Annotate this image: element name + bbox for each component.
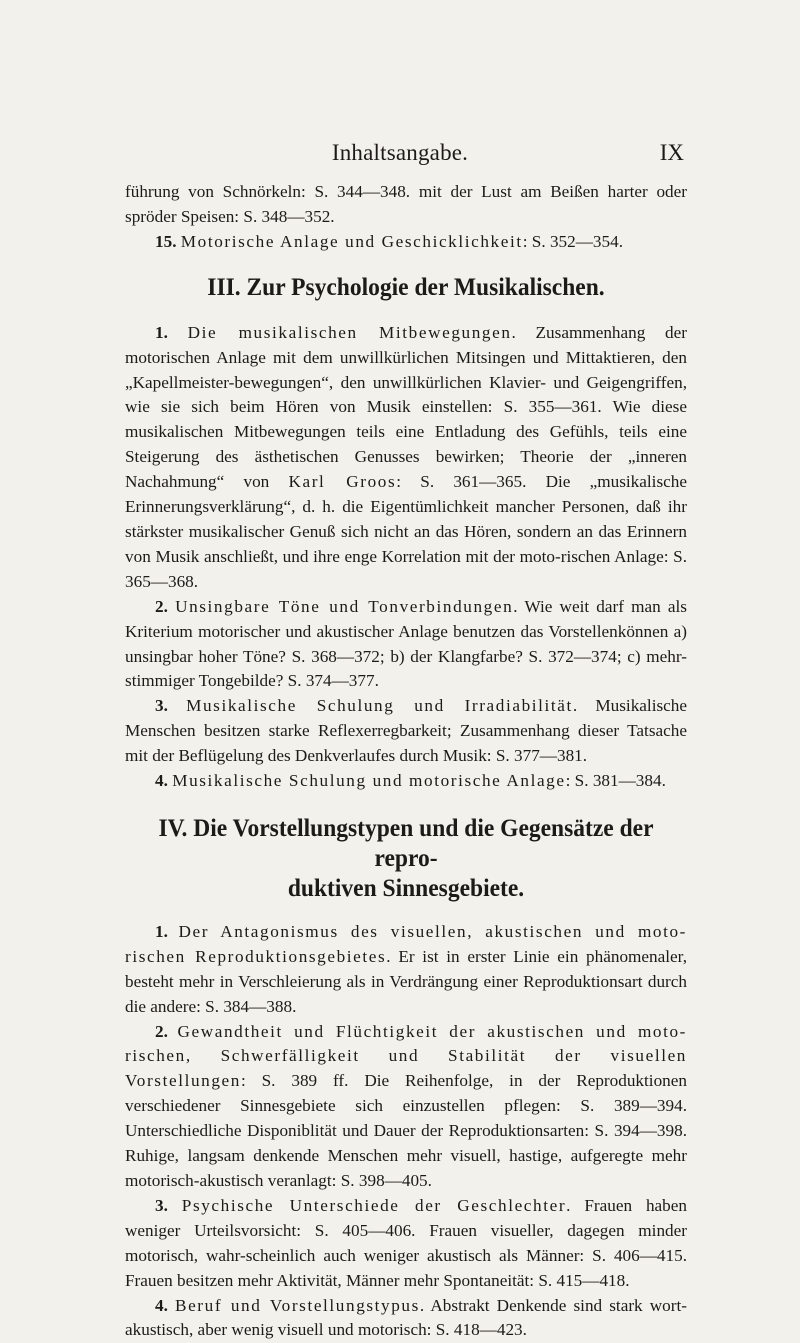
entry-title: Die musikalischen Mitbewegungen xyxy=(187,322,512,342)
running-head xyxy=(0,140,800,170)
page-content xyxy=(125,180,687,1343)
entry-iii-3: 3. Musikalische Schulung und Irradiabilität. Musikalische Menschen besitzen starke Reflexerregbarkeit; Zusammenhang dieser Tatsache mit der Beflügelung des Denkverlaufes durch Musik: S. 377—381. xyxy=(125,696,688,766)
entry-iii-2: 2. Unsingbare Töne und Tonverbindungen. Wie weit darf man als Kriterium motorischer und akustischer Anlage benutzen das Vorstellenkönnen a) unsingbar hoher Töne? S. 368—372; b) der Klangfarbe? S. 372—374; c) mehr-stimmiger Tongebilde? S. 374—377. xyxy=(125,596,688,691)
continued-paragraph: führung von Schnörkeln: S. 344—348. mit der Lust am Beißen harter oder spröder Speisen: S. 348—352. xyxy=(125,182,687,226)
entry-iv-3: 3. Psychische Unterschiede der Geschlechter. Frauen haben weniger Urteilsvorsicht: S. 405—406. Frauen visueller, dagegen minder motorisch, wahr-scheinlich auch weniger akustisch als Männer: S. 406—415. Frauen besitzen mehr Aktivität, Männer mehr Spontaneität: S. 415—418. xyxy=(125,1195,687,1290)
entry-15: 15. Motorische Anlage und Geschicklichkeit: S. 352—354. xyxy=(155,231,623,251)
entry-title: Der Antagonismus des visuellen, akustischen und moto-rischen Reproduktionsgebietes xyxy=(125,921,687,966)
entry-title: Psychische Unterschiede der Geschlechter xyxy=(181,1195,567,1215)
entry-title: Motorische Anlage und Geschicklichkeit xyxy=(180,231,523,251)
entry-title: Gewandtheit und Flüchtigkeit der akustischen und moto-rischen, Schwerfälligkeit und Stabilität der visuellen Vorstellungen xyxy=(125,1021,688,1091)
section-heading-iv: IV. Die Vorstellungstypen und die Gegensätze der repro- duktiven Sinnesgebiete. xyxy=(158,814,654,902)
entry-title: Musikalische Schulung und Irradiabilität xyxy=(186,696,573,716)
entry-iii-1: 1. Die musikalischen Mitbewegungen. Zusammenhang der motorischen Anlage mit dem unwillkürlichen Mitsingen und Mittaktieren, den „Kapellmeister-bewegungen“, den unwillkürlichen Klavier- und Geigengriffen, wie sie sich beim Hören von Musik einstellen: S. 355—361. Wie diese musikalischen Mitbewegungen teils eine Entladung des Gefühls, teils eine Steigerung des ästhetischen Genusses bewirken; Theorie der „inneren Nachahmung“ von Karl Groos: S. 361—365. Die „musikalische Erinnerungsverklärung“, d. h. die Eigentümlichkeit mancher Personen, daß ihr stärkster musikalischer Genuß sich nicht an das Hören, sondern an das Erinnern von Musik anschließt, und ihre enge Korrelation mit der moto-rischen Anlage: S. 365—368. xyxy=(125,322,688,591)
entry-title: Unsingbare Töne und Tonverbindungen xyxy=(175,596,514,616)
entry-title: Beruf und Vorstellungstypus xyxy=(175,1295,420,1315)
section-heading-iii: III. Zur Psychologie der Musikalischen. xyxy=(207,273,605,301)
entry-iv-2: 2. Gewandtheit und Flüchtigkeit der akustischen und moto-rischen, Schwerfälligkeit und Stabilität der visuellen Vorstellungen: S. 389 ff. Die Reihenfolge, in der Reproduktionen verschiedener Sinnesgebiete sich einzustellen pflegen: S. 389—394. Unterschiedliche Disponiblität und Dauer der Reproduktionsarten: S. 394—398. Ruhige, langsam denkende Menschen mehr visuell, hastige, aufgeregte mehr motorisch-akustisch veranlagt: S. 398—405. xyxy=(125,1021,688,1190)
entry-title: Musikalische Schulung und motorische Anlage xyxy=(172,771,566,791)
author-name: Karl Groos xyxy=(288,472,397,492)
running-title: Inhaltsangabe. xyxy=(331,140,469,165)
entry-iv-1: 1. Der Antagonismus des visuellen, akustischen und moto-rischen Reproduktionsgebietes. Er ist in erster Linie ein phänomenaler, besteht mehr in Verschleierung als in Verdrängung einer Reproduktionsart durch die andere: S. 384—388. xyxy=(125,921,687,1016)
page-number: IX xyxy=(659,140,684,165)
entry-iii-4: 4. Musikalische Schulung und motorische Anlage: S. 381—384. xyxy=(155,771,666,791)
entry-iv-4: 4. Beruf und Vorstellungstypus. Abstrakt Denkende sind stark wort-akustisch, aber wenig visuell und motorisch: S. 418—423. xyxy=(125,1295,687,1340)
